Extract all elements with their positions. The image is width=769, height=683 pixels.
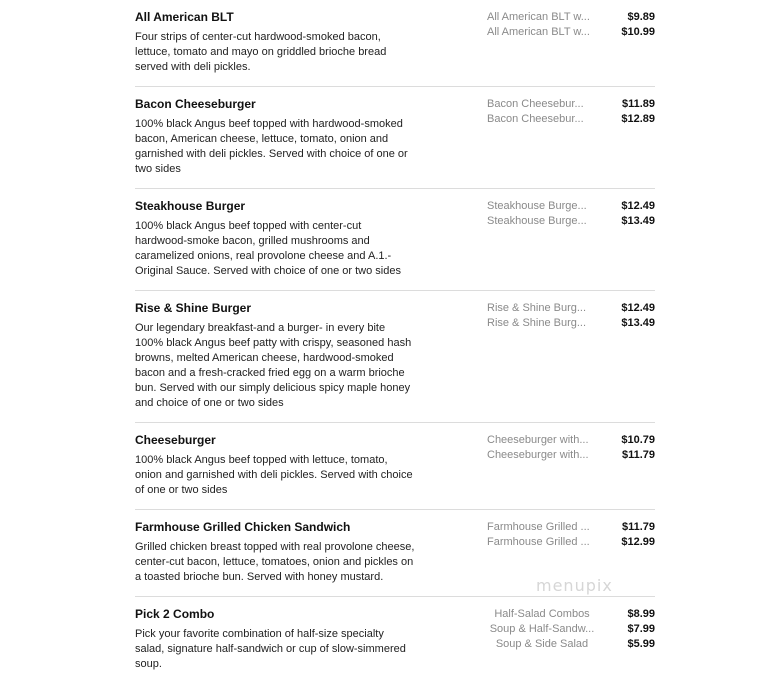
menu-item (135, 189, 655, 291)
price-value: $7.99 (627, 623, 655, 635)
price-variant-label: Soup & Side Salad (495, 638, 589, 650)
price-row (487, 448, 655, 463)
menu-item-prices (487, 520, 655, 550)
price-variant-label: Bacon Cheesebur... (487, 98, 584, 110)
price-value: $11.79 (621, 449, 655, 461)
menu-item-title: Farmhouse Grilled Chicken Sandwich (135, 520, 351, 534)
menu-item-description: Four strips of center-cut hardwood-smoked bacon, lettuce, tomato and mayo on griddled brioche bread served with deli pickles. (135, 31, 387, 73)
price-row (487, 214, 655, 229)
menu-item-title: Pick 2 Combo (135, 607, 215, 621)
price-value: $12.89 (621, 113, 655, 125)
price-row (487, 97, 655, 112)
price-value: $12.99 (621, 536, 655, 548)
menu-item-title: Bacon Cheeseburger (135, 97, 256, 111)
menu-item-prices (487, 10, 655, 40)
menu-item-description: Grilled chicken breast topped with real provolone cheese, center-cut bacon, lettuce, tomatoes, onion and pickles on a toasted brioche bun. Served with honey mustard. (135, 541, 415, 583)
price-row (487, 520, 655, 535)
menu-item (135, 291, 655, 423)
menu-item-prices (487, 301, 655, 331)
price-variant-label: Farmhouse Grilled ... (487, 536, 590, 548)
price-row (487, 433, 655, 448)
price-value: $11.79 (621, 521, 655, 533)
price-variant-label: Cheeseburger with... (487, 434, 589, 446)
price-variant-label: Bacon Cheesebur... (487, 113, 584, 125)
price-value: $13.49 (621, 215, 655, 227)
price-value: $12.49 (621, 302, 655, 314)
price-value: $5.99 (627, 638, 655, 650)
menu-item (135, 423, 655, 510)
price-row (487, 535, 655, 550)
price-row (487, 301, 655, 316)
price-row (487, 25, 655, 40)
menu-item-title: Steakhouse Burger (135, 199, 246, 213)
price-row (487, 112, 655, 127)
price-value: $9.89 (627, 11, 655, 23)
price-row (487, 10, 655, 25)
menu-item-prices (487, 97, 655, 127)
price-variant-label: Half-Salad Combos (494, 608, 590, 620)
price-row (487, 199, 655, 214)
price-variant-label: Steakhouse Burge... (487, 215, 587, 227)
menu-item (135, 87, 655, 189)
menu-item-title: All American BLT (135, 10, 234, 24)
menu-item-info (135, 520, 415, 585)
price-variant-label: Steakhouse Burge... (487, 200, 587, 212)
menu-item-description: 100% black Angus beef topped with lettuce, tomato, onion and garnished with deli pickles. Served with choice of one or two sides (135, 454, 413, 496)
price-value: $10.79 (621, 434, 655, 446)
price-variant-label: Rise & Shine Burg... (487, 302, 587, 314)
menu-item-prices (487, 199, 655, 229)
menu-item-info (135, 433, 415, 498)
menu-item-description: 100% black Angus beef topped with hardwood-smoked bacon, American cheese, lettuce, tomato, onion and garnished with deli pickles. Served with choice of one or two sides (135, 118, 408, 175)
menu-item-info (135, 301, 415, 411)
menu-item-prices (487, 607, 655, 652)
price-value: $13.49 (621, 317, 655, 329)
menu-item (135, 597, 655, 683)
price-variant-label: All American BLT w... (487, 26, 590, 38)
price-variant-label: Rise & Shine Burg... (487, 317, 587, 329)
price-variant-label: All American BLT w... (487, 11, 590, 23)
menu-item-prices (487, 433, 655, 463)
menu-item-info (135, 607, 415, 672)
menu-item-title: Cheeseburger (135, 433, 216, 447)
price-value: $10.99 (621, 26, 655, 38)
price-row (487, 607, 655, 622)
menu-item-info (135, 10, 415, 75)
price-variant-label: Cheeseburger with... (487, 449, 589, 461)
price-value: $12.49 (621, 200, 655, 212)
menu-item-title: Rise & Shine Burger (135, 301, 252, 315)
price-row (487, 316, 655, 331)
price-row (487, 637, 655, 652)
menu-item-info (135, 97, 415, 177)
price-row (487, 622, 655, 637)
menu-item-info (135, 199, 415, 279)
menu-item-description: 100% black Angus beef topped with center-cut hardwood-smoke bacon, grilled mushrooms and caramelized onions, real provolone cheese and A.1.- Original Sauce. Served with choice of one or two sides (135, 220, 401, 277)
menu-item-description: Our legendary breakfast-and a burger- in every bite 100% black Angus beef patty with crispy, seasoned hash browns, melted American cheese, hardwood-smoked bacon and a fresh-cracked fried egg on a warm brioche bun. Served with our simply delicious spicy maple honey and choice of one or two sides (135, 322, 412, 409)
price-value: $8.99 (627, 608, 655, 620)
menu-item-description: Pick your favorite combination of half-size specialty salad, signature half-sandwich or cup of slow-simmered soup. (135, 628, 406, 670)
watermark-logo: menupix (536, 576, 613, 595)
menu-item (135, 0, 655, 87)
price-variant-label: Farmhouse Grilled ... (487, 521, 590, 533)
price-variant-label: Soup & Half-Sandw... (489, 623, 595, 635)
price-value: $11.89 (621, 98, 655, 110)
